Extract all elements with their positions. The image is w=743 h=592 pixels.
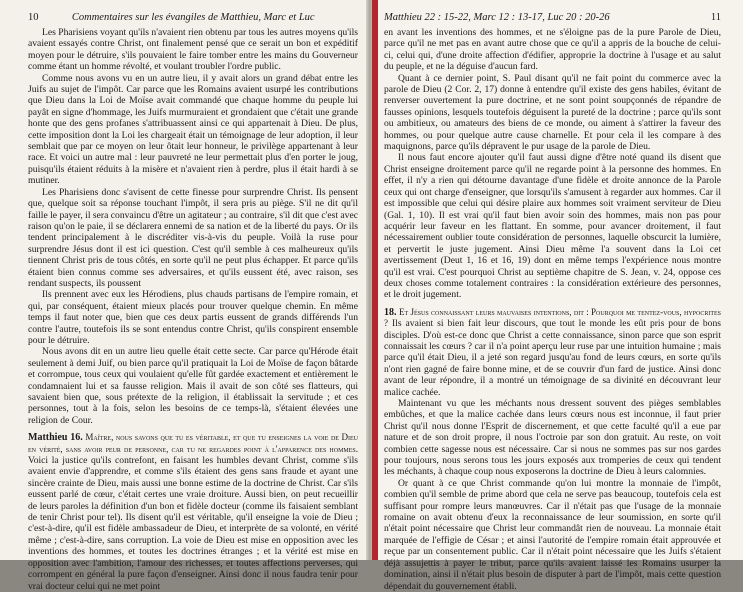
paragraph: Or quant à ce que Christ commande qu'on lui montre la monnaie de l'impôt, combien qu'il semble de prime abord que cela ne serve pas beaucoup, toutefois cela est suffisant pour rompre leurs manœuvres. Car il n'était pas que l'usage de la monnaie romaine on avait obtenu d'eux la reconnaissance de leur soumission, en sorte qu'il n'était point nécessaire que Christ leur commandât rien de nouveau. La monnaie était marquée de l'effigie de César ; et ainsi l'autorité de l'empire romain était approuvée et reçue par un consentement public. Car il n'était point nécessaire que les Juifs s'étaient déjà assujettis à payer le tribut, parce qu'ils avaient laissé les Romains usurper la domination, ainsi il n'était plus besoin de disputer à part de l'impôt, mais cette question dépendait du gouvernement établi. xyxy=(384,477,721,592)
right-running-title: Matthieu 22 : 15-22, Marc 12 : 13-17, Luc 20 : 20-26 xyxy=(384,12,610,23)
verse-commentary: Ils avaient si bien fait leur discours, que tout le monde les eût pris pour de bons disciples. D'où est-ce donc que Christ a cette connaissance, sinon parce que son esprit connaissait les cœurs ? car il n'a point aperçu leur ruse par une intuition humaine ; mais parce qu'il était Dieu, il a jeté son regard jusqu'au fond de leurs cœurs, en sorte qu'ils n'ont rien gagné de faire bonne mine, et de se couvrir d'un fard de justice. Ainsi donc avant de leur répondre, il a montré un témoignage de sa divinité en découvrant leur malice cachée. xyxy=(384,318,721,398)
paragraph: Quant à ce dernier point, S. Paul disant qu'il ne fait point du commerce avec la parole de Dieu (2 Cor. 2, 17) donne à entendre qu'il existe des gens habiles, évitant de renverser ouvertement la pure doctrine, et ne sont point soupçonnés de répandre de fausses opinions, lesquels toutefois déguisent la pureté de la doctrine ; parce qu'ils sont ou ambitieux, ou amateurs des biens de ce monde, ou aiment à s'attirer la faveur des hommes, ou pour quelque autre cause charnelle. Et pour cela il les compare à des maquignons, parce qu'ils dépravent le pur usage de la parole de Dieu. xyxy=(384,72,721,153)
right-page xyxy=(372,0,743,592)
right-page-number: 11 xyxy=(710,12,721,23)
paragraph: Maintenant vu que les méchants nous dressent souvent des pièges semblables embûches, et que la malice cachée dans leurs cœurs nous est inconnue, il faut prier Christ qu'il nous donne l'Esprit de discernement, et que cette faculté qu'il a eue par nature et de son droit propre, il nous l'octroie par son don gratuit. Au reste, on voit combien cette sagesse nous est nécessaire. Car si nous ne sommes pas sur nos gardes pour toujours, nous serons tous les jours exposés aux tromperies de ceux qui tendent les méchants, à chaque coup nous exposerons la doctrine de Dieu à leurs calomnies. xyxy=(384,398,721,478)
paragraph: Les Pharisiens voyant qu'ils n'avaient rien obtenu par tous les autres moyens qu'ils avaient essayés contre Christ, ont finalement pensé que ce serait un bon et expéditif moyen pour le détruire, s'ils pouvaient le faire tomber entre les mains du Gouverneur comme étant un homme révolté, et voulant troubler l'ordre public. xyxy=(28,27,358,73)
left-page-number: 10 xyxy=(28,12,39,23)
left-page xyxy=(0,0,368,592)
left-running-head xyxy=(28,12,358,23)
bookmark-ribbon xyxy=(372,0,378,560)
verse-quote: Maître, nous savons que tu es véritable, et que tu enseignes la voie de Dieu en vérité, sans avoir peur de personne, car tu ne regardes point à l'apparence des hommes. xyxy=(28,432,358,454)
left-body-text xyxy=(28,27,358,592)
verse-commentary: Voici la justice qu'ils contrefont, en faisant les humbles devant Christ, comme s'ils avaient envie d'apprendre, et comme s'ils étaient des gens sans fraude et ayant une sincère crainte de Dieu, mais aussi une bonne estime de la doctrine de Christ. Car s'ils eussent parlé de cœur, c'était certes une vraie droiture. Aussi bien, on peut recueillir de leurs paroles la définition d'un bon et fidèle docteur (comme ils faisaient semblant de tenir Christ pour tel). Ils disent qu'il est véritable, qu'il enseigne la voie de Dieu ; c'est-à-dire, qu'il est fidèle ambassadeur de Dieu, et interprète de sa volonté, en vérité même ; c'est-à-dire, sans corruption. La voie de Dieu est mise en opposition avec les inventions des hommes, et toutes les doctrines étranges ; et la vérité est mise en opposition avec l'ambition, l'amour des richesses, et toutes affections perverses, qui corrompent en général la pure façon d'enseigner. Ainsi donc il nous faudra tenir pour vrai docteur celui qui ne met point xyxy=(28,455,358,592)
paragraph: Ils prennent avec eux les Hérodiens, plus chauds partisans de l'empire romain, et qui, par conséquent, étaient mieux placés pour trouver quelque chemin. En même temps il faut noter que, bien que ces deux partis eussent de grands différends l'un contre l'autre, toutefois ils se sont entendus contre Christ, qu'ils conspirent ensemble pour le détruire. xyxy=(28,289,358,346)
paragraph: Les Pharisiens donc s'avisent de cette finesse pour surprendre Christ. Ils pensent que, quelque soit sa réponse touchant l'impôt, il sera pris au piège. S'il ne dit qu'il faille le payer, il sera convaincu d'être un agitateur ; au contraire, s'il dit que c'est avec raison qu'on le paie, il se déclarera ennemi de sa nation et de la liberté du pays. Or ils tendent principalement à le discréditer vis-à-vis du peuple. Voilà la ruse pour surprendre Jésus dont il est ici question. C'est qu'il semble à ces malheureux qu'ils tiennent Christ pris de tous côtés, en sorte qu'il ne peut plus échapper. Et parce qu'ils étaient bien connus comme ses adversaires, et qu'ils eussent été, avec raison, ses rendant suspects, ils poussent xyxy=(28,186,358,289)
paragraph: en avant les inventions des hommes, et ne s'éloigne pas de la pure Parole de Dieu, parce qu'il ne met pas en avant autre chose que ce qu'il a appris de la bouche de celui-ci, celui qui, d'une droite affection d'édifier, approprie la doctrine à l'usage et au salut du peuple, et ne la déguise d'aucun fard. xyxy=(384,27,721,73)
verse-block xyxy=(28,432,358,592)
paragraph: Il nous faut encore ajouter qu'il faut aussi digne d'être noté quand ils disent que Christ enseigne droitement parce qu'il ne regarde point à la personne des hommes. En effet, il n'y a rien qui détourne davantage d'une fidèle et droite annonce de la Parole ceux qui ont charge d'enseigner, que lorsqu'ils s'amusent à regarder aux hommes. Car il est impossible que celui qui désire plaire aux hommes soit vraiment serviteur de Dieu (Gal. 1, 10). Il est vrai qu'il faut bien avoir soin des hommes, mais non pas pour acquérir leur faveur en les flattant. En somme, pour avancer droitement, il faut nécessairement oublier toute considération de personnes, laquelle obscurcit la lumière, et pervertit le juste jugement. Ainsi Dieu même l'a souvent dans la Loi cet avertissement (Deut 1, 16 et 16, 19) dont en même temps l'expérience nous montre qu'il est vrai. C'est pourquoi Christ au septième chapitre de S. Jean, v. 24, oppose ces deux choses comme totalement contraires : la considération extérieure des personnes, et le droit jugement. xyxy=(384,152,721,301)
paragraph: Comme nous avons vu en un autre lieu, il y avait alors un grand débat entre les Juifs au sujet de l'impôt. Car parce que les Romains avaient usurpé les contributions que Dieu dans la Loi de Moïse avait commandé que chaque homme du peuple lui payât en signe d'hommage, les Juifs murmuraient et grondaient que c'était une grande honte que des gens profanes s'attribuassent ainsi ce qui appartenait à Dieu. De plus, cette imposition dont la Loi les chargeait était un témoignage de leur adoption, il leur semblait que par ce moyen on leur ôtait leur honneur, le privilège appartenant à leur race. Et voici un autre mal : leur pauvreté ne leur permettait plus d'en porter le joug, puisqu'ils étaient réduits à la misère et n'avaient rien à perdre, plus il était hardi à se mutiner. xyxy=(28,72,358,187)
right-running-head xyxy=(384,12,721,23)
verse-label: 18. xyxy=(384,306,397,318)
left-running-title: Commentaires sur les évangiles de Matthieu, Marc et Luc xyxy=(71,12,315,23)
right-body-text xyxy=(384,27,721,592)
verse-quote: Et Jésus connaissant leurs mauvaises intentions, dit : Pourquoi me tentez-vous, hypocrites ? xyxy=(384,306,721,329)
verse-label: Matthieu 16. xyxy=(28,432,83,444)
paragraph: Nous avons dit en un autre lieu quelle était cette secte. Car parce qu'Hérode était seulement à demi Juif, ou bien parce qu'il pratiquait la Loi de Moïse de façon bâtarde et corrompue, tous ceux qui voulaient qu'elle fût gardée exactement et entièrement le condamnaient lui et sa fausse religion. Mais il avait de son côté ses flatteurs, qui savaient bien que, sous prétexte de la religion, il établissait la servitude ; et ces personnes, tout à la fois, selon les besoins de ce temps-là, s'étaient élevées une religion de Cour. xyxy=(28,346,358,426)
verse-block xyxy=(384,307,721,398)
